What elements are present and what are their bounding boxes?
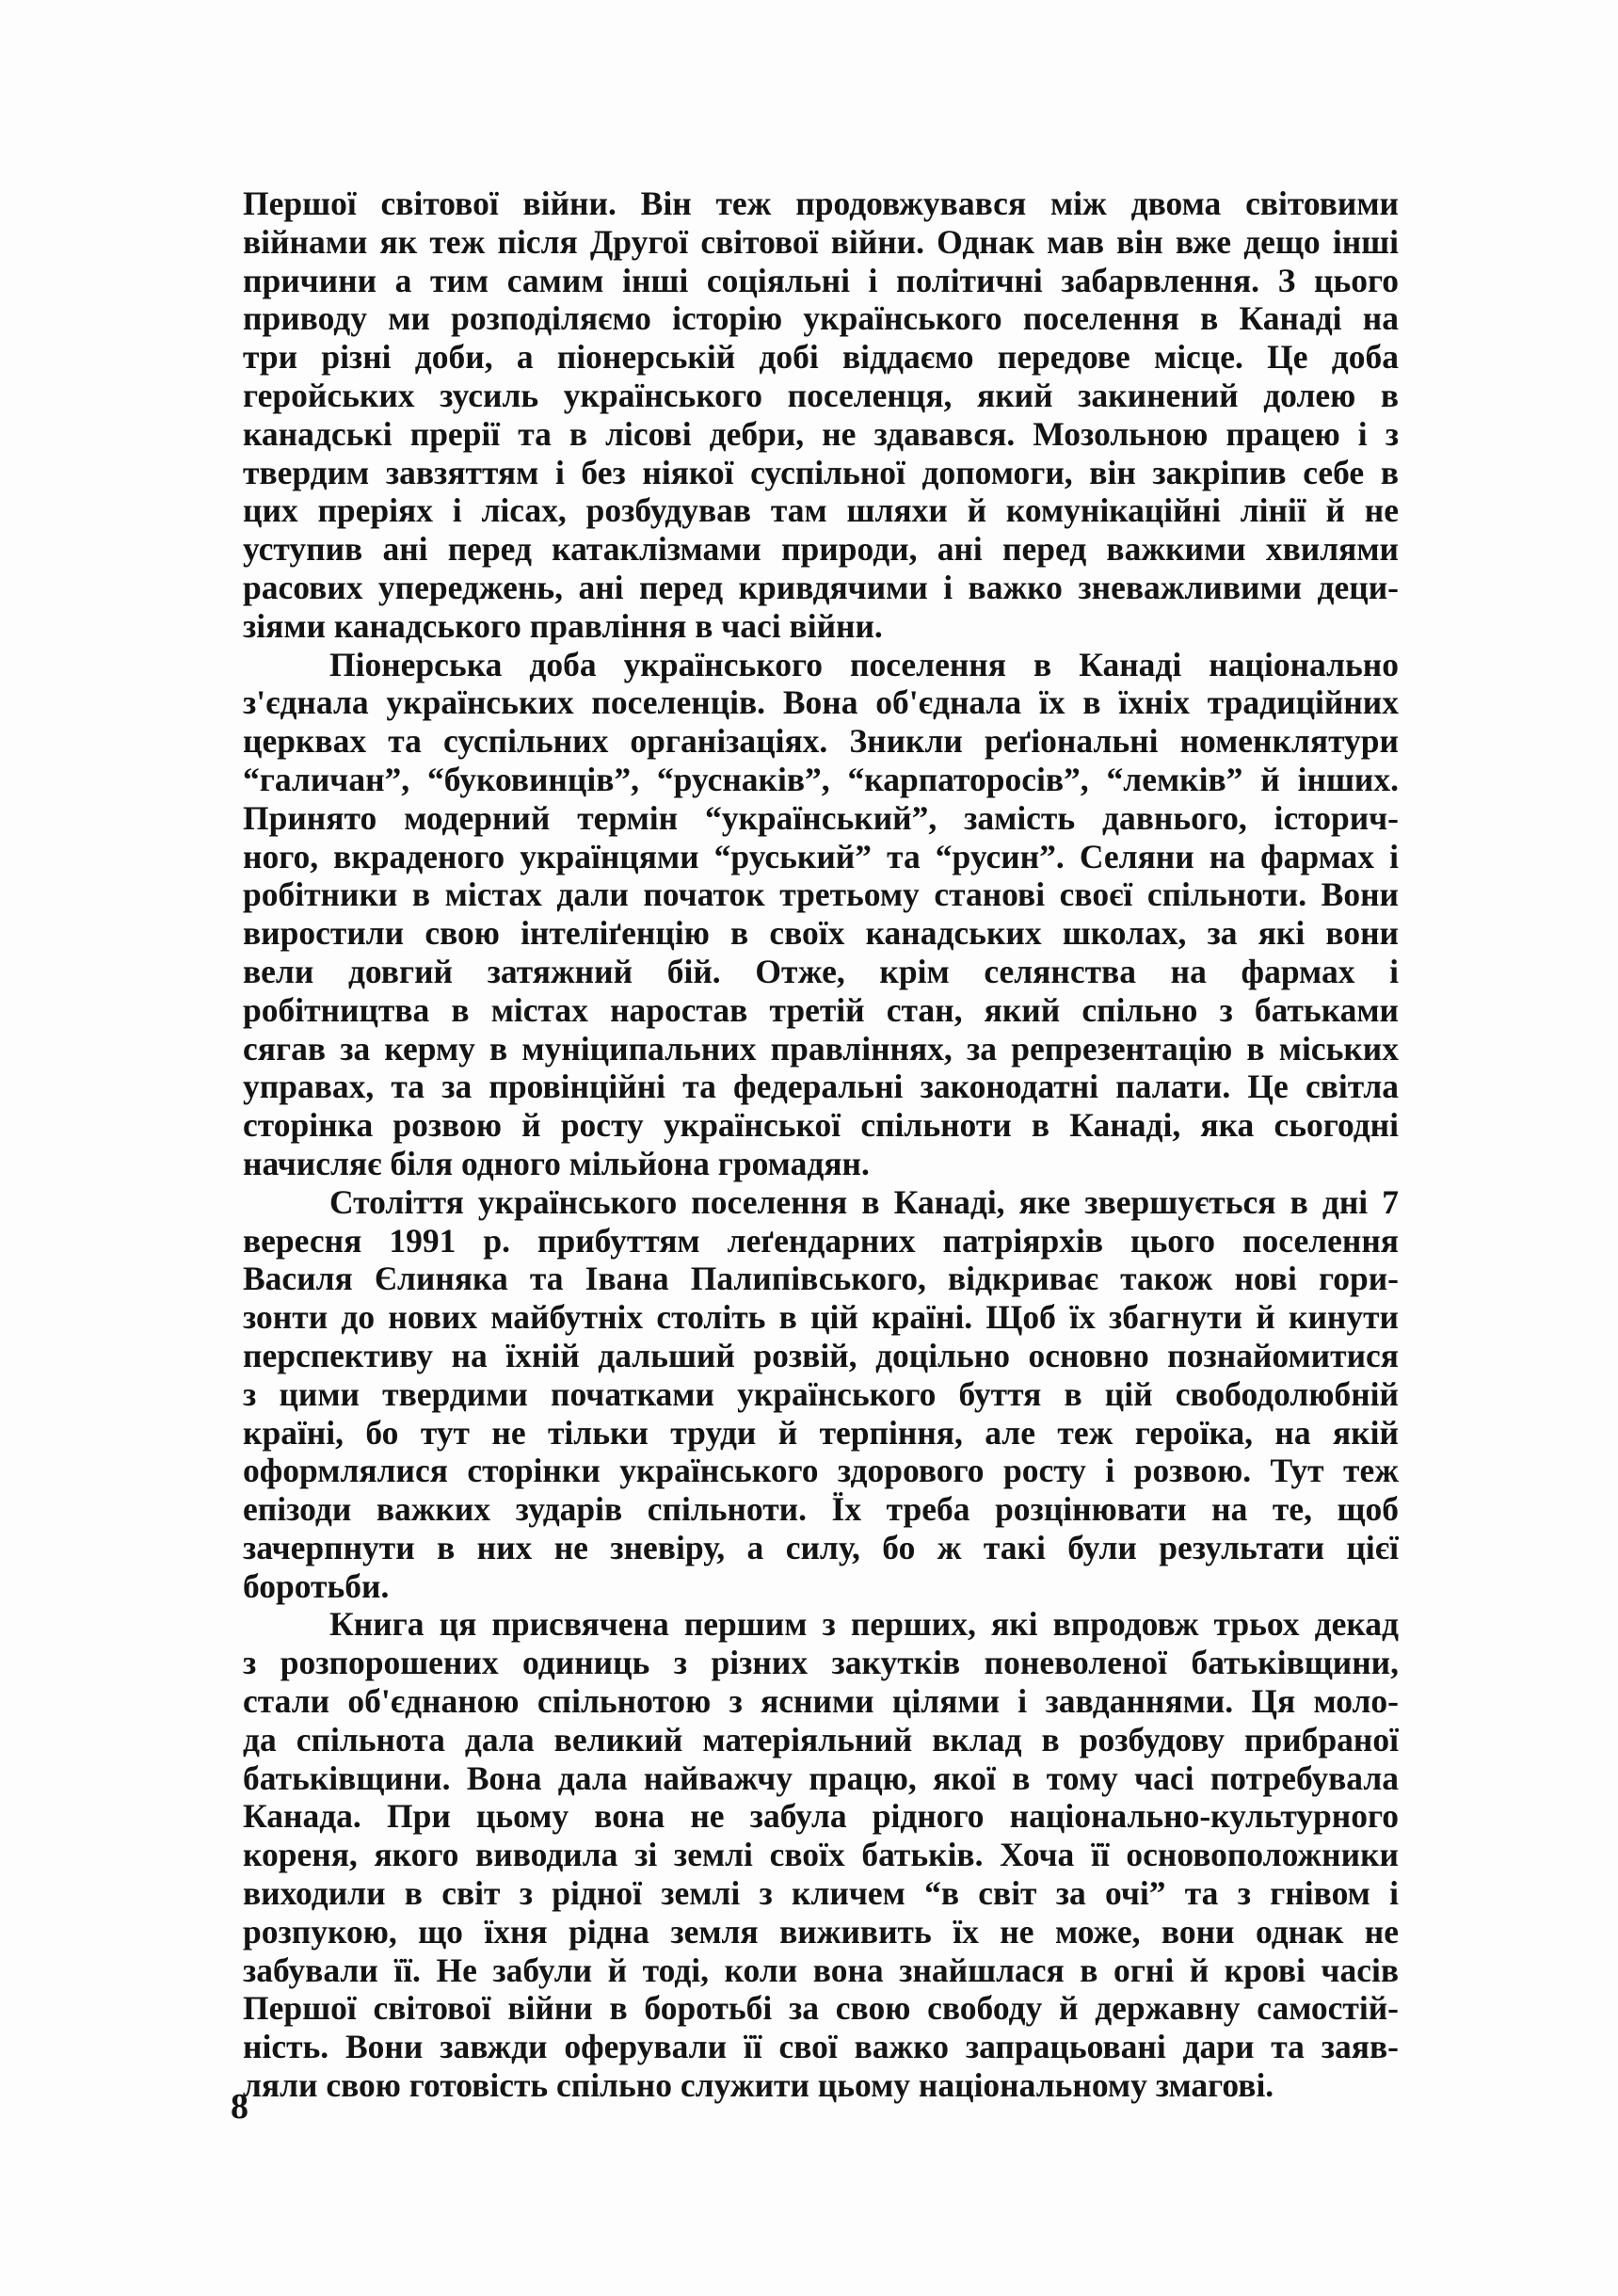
text-line: Першої світової війни в боротьбі за свою свободу й державну самостій- [243, 1989, 1399, 2028]
text-line: з розпорошених одиниць з різних закутків поневоленої батьківщини, [243, 1644, 1399, 1682]
paragraph-2 [243, 646, 1399, 1183]
text-line: війнами як теж після Другої світової війни. Однак мав він вже дещо інші [243, 222, 1399, 261]
text-line: Василя Єлиняка та Івана Палипівського, відкриває також нові гори- [243, 1260, 1399, 1298]
text-line: приводу ми розподіляємо історію українського поселення в Канаді на [243, 299, 1399, 338]
paragraph-3 [243, 1183, 1399, 1606]
text-line: три різні доби, а піонерській добі віддаємо передове місце. Це доба [243, 338, 1399, 377]
text-line: геройських зусиль українського поселенця, який закинений долею в [243, 376, 1399, 414]
text-line: розпукою, що їхня рідна земля виживить їх не може, вони однак не [243, 1912, 1399, 1951]
text-line: Першої світової війни. Він теж продовжувався між двома світовими [243, 185, 1399, 222]
body-text [243, 185, 1399, 2105]
text-line: Книга ця присвячена першим з перших, які впродовж трьох декад [329, 1605, 1399, 1644]
text-line: вели довгий затяжний бій. Отже, крім селянства на фармах і [243, 952, 1399, 990]
text-line: боротьби. [243, 1566, 390, 1605]
text-line: виходили в світ з рідної землі з кличем “в світ за очі” та з гнівом і [243, 1874, 1399, 1913]
text-line: Канада. При цьому вона не забула рідного національно-культурного [243, 1797, 1399, 1836]
text-line: перспективу на їхній дальший розвій, доцільно основно познайомитися [243, 1336, 1399, 1374]
text-line: канадські прерії та в лісові дебри, не здавався. Мозольною працею і з [243, 414, 1399, 453]
text-line: сягав за керму в муніципальних правліннях, за репрезентацію в міських [243, 1029, 1399, 1068]
text-line: ного, вкраденого українцями “руський” та “русин”. Селяни на фармах і [243, 837, 1399, 875]
text-line: церквах та суспільних організаціях. Зникли реґіональні номенклятури [243, 722, 1399, 761]
text-line: виростили свою інтеліґенцію в своїх канадських школах, за які вони [243, 914, 1399, 953]
text-line: “галичан”, “буковинців”, “руснаків”, “карпаторосів”, “лемків” й інших. [243, 760, 1399, 798]
text-line: батьківщини. Вона дала найважчу працю, якої в тому часі потребувала [243, 1758, 1399, 1797]
text-line: уступив ані перед катаклізмами природи, ані перед важкими хвилями [243, 530, 1399, 569]
text-line: зонти до нових майбутніх століть в цій країні. Щоб їх збагнути й кинути [243, 1298, 1399, 1337]
text-line: кореня, якого виводила зі землі своїх батьків. Хоча її основоположники [243, 1836, 1399, 1874]
text-line: ність. Вони завжди оферували її свої важко запрацьовані дари та заяв- [243, 2028, 1399, 2066]
text-line: расових упереджень, ані перед кривдячими і важко зневажливими деци- [243, 568, 1399, 606]
text-line: Піонерська доба українського поселення в Канаді національно [329, 645, 1399, 683]
text-line: країні, бо тут не тільки труди й терпіння, але теж героїка, на якій [243, 1413, 1399, 1452]
text-line: да спільнота дала великий матеріяльний вклад в розбудову прибраної [243, 1720, 1399, 1758]
text-line: оформлялися сторінки українського здорового росту і розвою. Тут теж [243, 1452, 1399, 1490]
text-line: Принято модерний термін “український”, замість давнього, історич- [243, 798, 1399, 837]
text-line: з'єднала українських поселенців. Вона об'єднала їх в їхніх традиційних [243, 683, 1399, 722]
text-line: Століття українського поселення в Канаді, яке звершується в дні 7 [329, 1182, 1399, 1221]
text-line: вересня 1991 р. прибуттям леґендарних патріярхів цього поселення [243, 1221, 1399, 1260]
text-line: робітники в містах дали початок третьому станові своєї спільноти. Вони [243, 875, 1399, 914]
page-number: 8 [231, 2087, 248, 2127]
text-line: управах, та за провінційні та федеральні законодатні палати. Це світла [243, 1068, 1399, 1106]
text-line: причини а тим самим інші соціяльні і політичні забарвлення. З цього [243, 261, 1399, 299]
text-line: робітництва в містах наростав третій стан, який спільно з батьками [243, 990, 1399, 1029]
text-line: твердим завзяттям і без ніякої суспільної допомоги, він закріпив себе в [243, 453, 1399, 491]
text-line: зачерпнути в них не зневіру, а силу, бо ж такі були результати цієї [243, 1528, 1399, 1566]
text-line: забували її. Не забули й тоді, коли вона знайшлася в огні й крові часів [243, 1951, 1399, 1989]
text-line: сторінка розвою й росту української спільноти в Канаді, яка сьогодні [243, 1106, 1399, 1145]
text-line: з цими твердими початками українського буття в цій свободолюбній [243, 1374, 1399, 1413]
text-line: цих преріях і лісах, розбудував там шляхи й комунікаційні лінії й не [243, 491, 1399, 530]
text-line: стали об'єднаною спільнотою з ясними цілями і завданнями. Ця моло- [243, 1682, 1399, 1721]
paragraph-1 [243, 185, 1399, 646]
text-line: ляли свою готовість спільно служити цьому національному змагові. [243, 2066, 1274, 2105]
text-line: епізоди важких зударів спільноти. Їх треба розцінювати на те, щоб [243, 1490, 1399, 1529]
paragraph-4 [243, 1605, 1399, 2104]
text-line: начисляє біля одного мільйона громадян. [243, 1144, 870, 1182]
text-line: зіями канадського правління в часі війни. [243, 606, 883, 645]
